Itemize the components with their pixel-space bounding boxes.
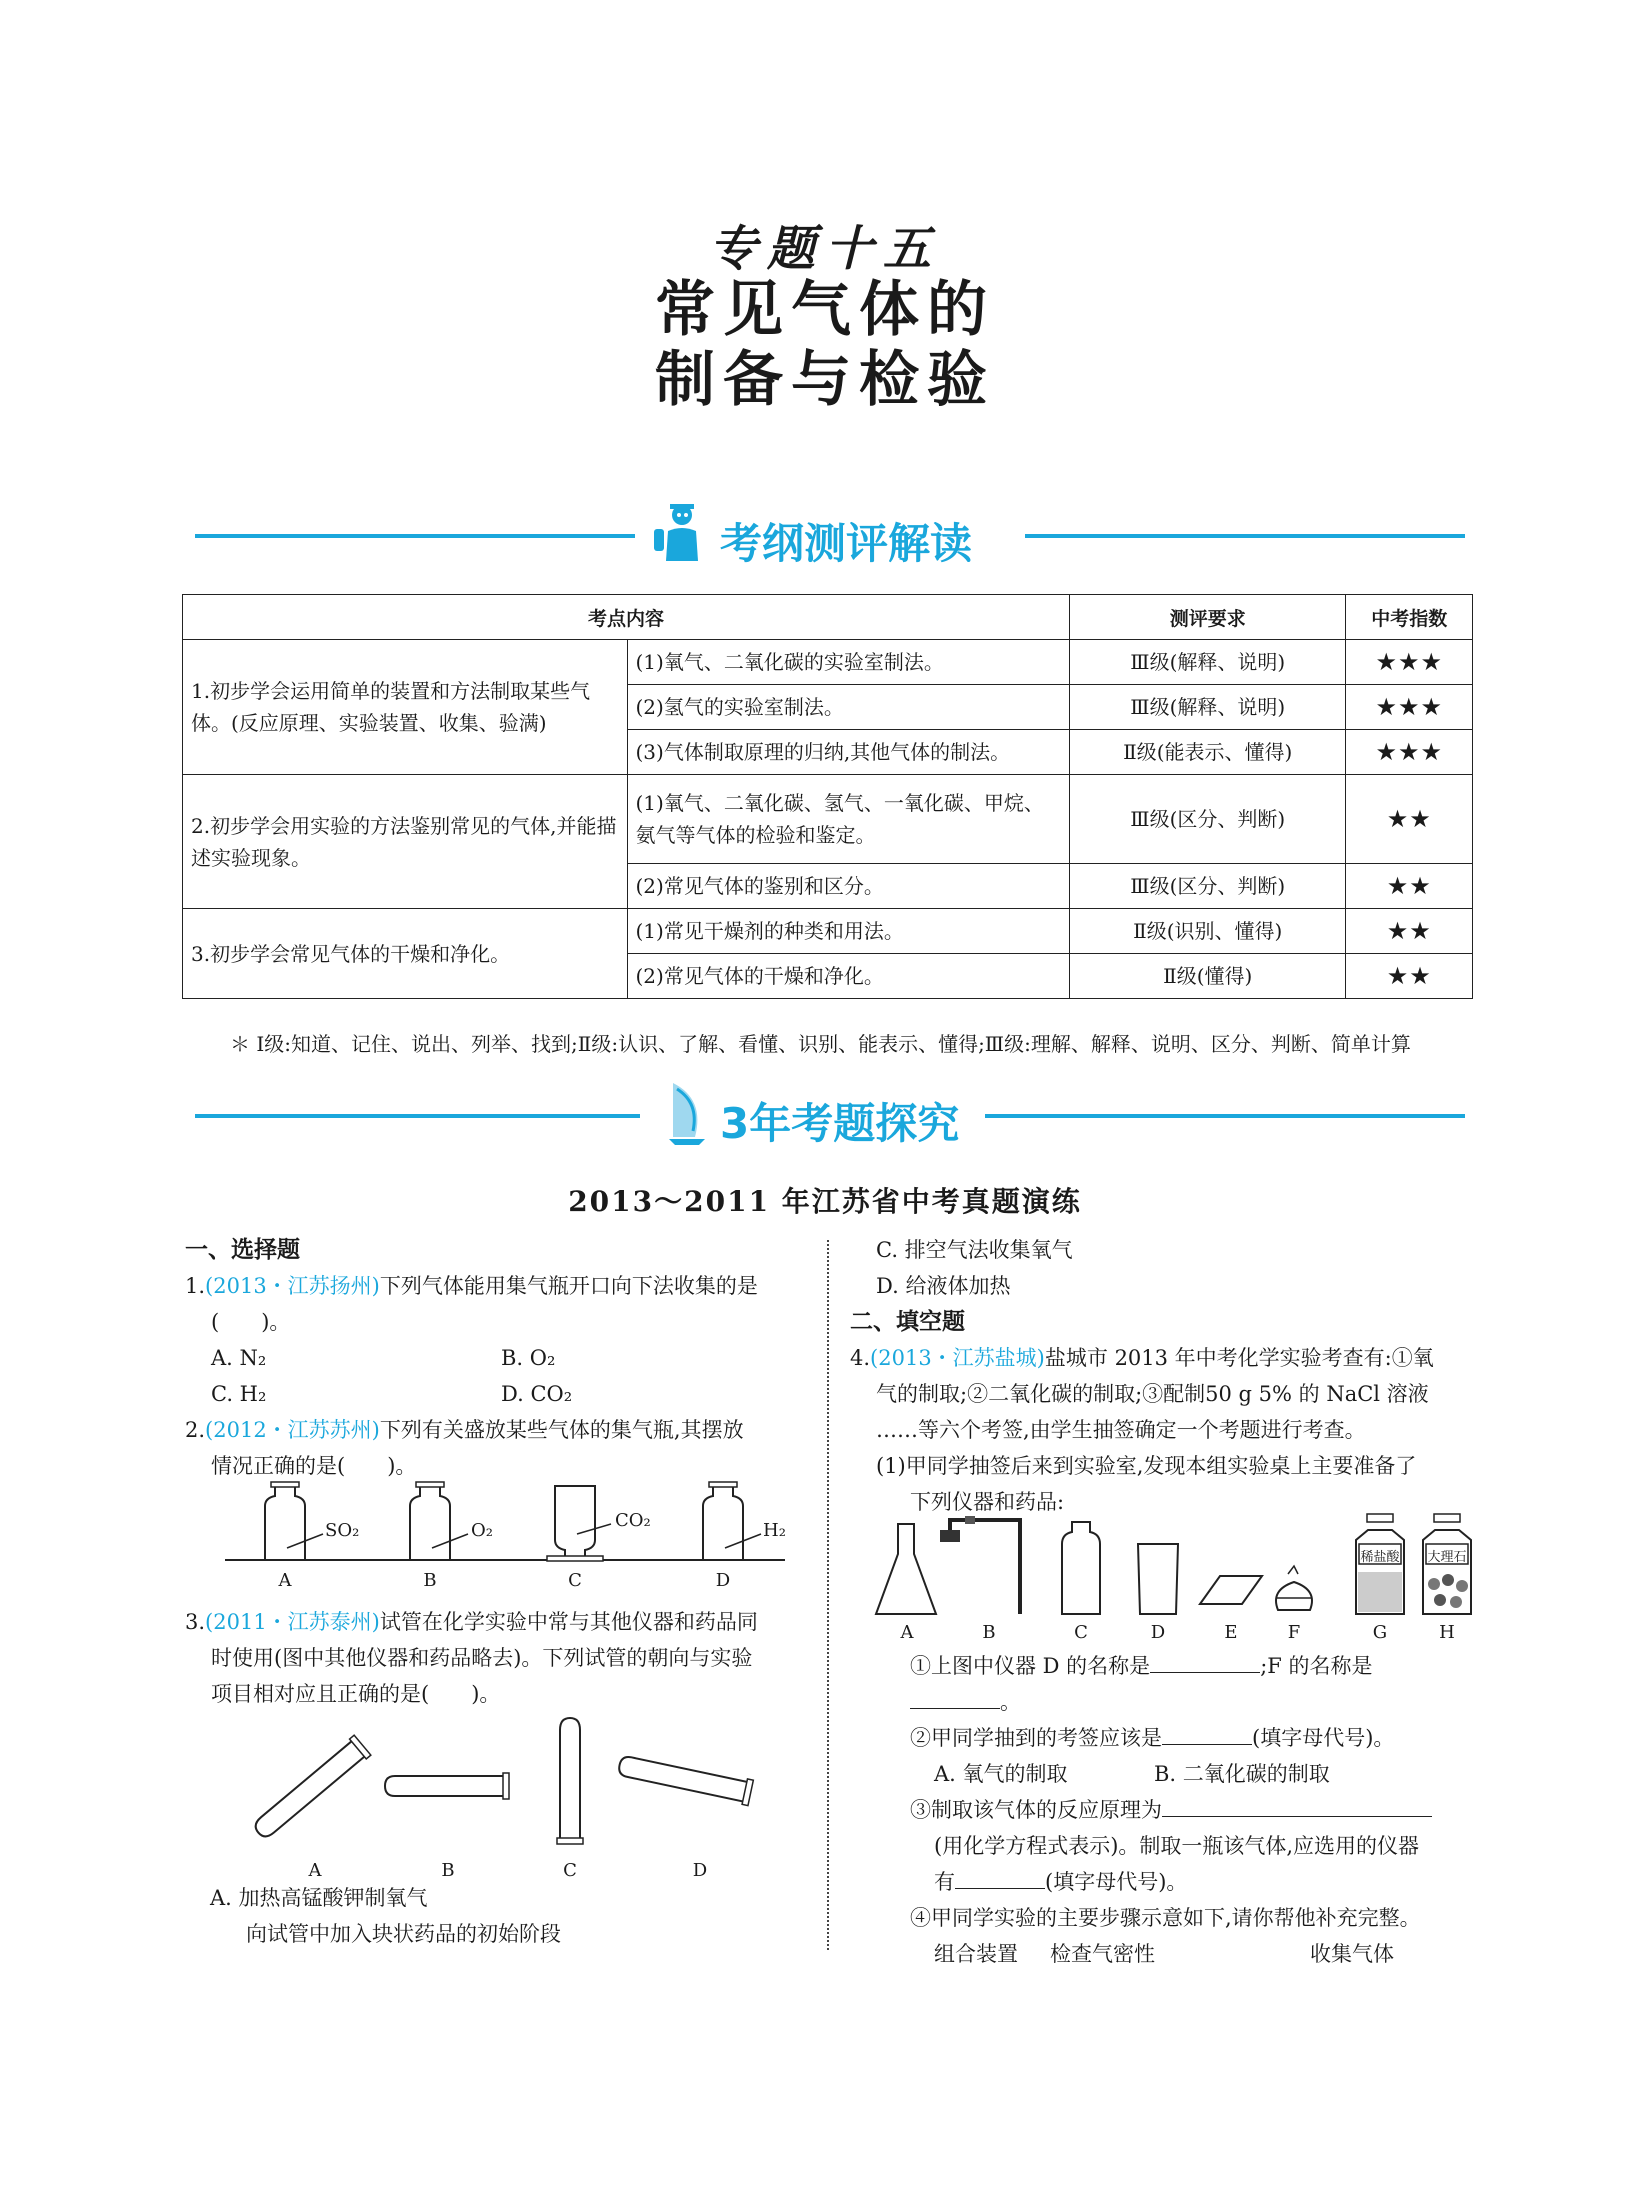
sub-2-text: (填字母代号)。 [1252, 1726, 1395, 1750]
option-label: B [423, 1570, 437, 1591]
question-number: 3. [185, 1610, 206, 1634]
stars-cell: ★★★ [1346, 685, 1473, 730]
right-column [850, 1232, 1475, 1520]
test-tubes-drawing [240, 1710, 780, 1860]
level-cell: Ⅲ级(区分、判断) [1070, 864, 1346, 909]
level-footnote: ＊ Ⅰ级:知道、记住、说出、列举、找到;Ⅱ级:认识、了解、看懂、识别、能表示、懂得;Ⅲ级:理解、解释、说明、区分、判断、简单计算 [230, 1032, 1411, 1056]
option-c: C. H₂ [211, 1382, 267, 1406]
sub-2-text: ②甲同学抽到的考签应该是 [910, 1726, 1162, 1750]
sub-1-end: 。 [1000, 1690, 1021, 1714]
left-column [185, 1232, 815, 1484]
section-choice: 一、选择题 [185, 1237, 300, 1263]
banner-line-right [985, 1114, 1465, 1118]
banner-line-left [195, 1114, 640, 1118]
answer-blank[interactable] [1162, 1744, 1252, 1745]
level-cell: Ⅲ级(区分、判断) [1070, 775, 1346, 864]
sub-3 [910, 1792, 1480, 1828]
stars-cell: ★★ [1346, 909, 1473, 954]
item-cell: (2)氢气的实验室制法。 [627, 685, 1070, 730]
question-source: (2012・江苏苏州) [205, 1418, 380, 1442]
question-text: 下列气体能用集气瓶开口向下法收集的是 [379, 1274, 758, 1298]
option-c: C. 排空气法收集氧气 [876, 1238, 1073, 1262]
item-cell: (3)气体制取原理的归纳,其他气体的制法。 [627, 730, 1070, 775]
sub-3-cont: (用化学方程式表示)。制取一瓶该气体,应选用的仪器 [934, 1834, 1420, 1858]
option-label: B [441, 1860, 455, 1881]
column-divider [827, 1240, 829, 1950]
exam-outline-table [182, 594, 1473, 999]
item-cell: (2)常见气体的鉴别和区分。 [627, 864, 1070, 909]
item-cell: (1)氧气、二氧化碳的实验室制法。 [627, 640, 1070, 685]
topic-cell: 1.初步学会运用简单的装置和方法制取某些气体。(反应原理、实验装置、收集、验满) [183, 640, 628, 775]
sub-3-cont [910, 1864, 1480, 1900]
banner-line-left [195, 534, 635, 538]
step: 组合装置 [934, 1942, 1018, 1966]
question-number: 2. [185, 1418, 206, 1442]
gas-label: CO₂ [615, 1510, 651, 1531]
header-index: 中考指数 [1346, 595, 1473, 640]
topic-number: 专题十五 [708, 221, 941, 277]
answer-blank[interactable] [1150, 1672, 1260, 1673]
apparatus-label: E [1224, 1622, 1238, 1643]
question-text-cont: 情况正确的是( )。 [211, 1454, 417, 1478]
question-text: 盐城市 2013 年中考化学实验考查有:①氧 [1044, 1346, 1434, 1370]
question-number: 1. [185, 1274, 206, 1298]
apparatus-label: F [1287, 1622, 1301, 1643]
bottle-label-g: 稀盐酸 [1360, 1550, 1400, 1565]
page-title [0, 275, 1650, 415]
option-b: B. O₂ [501, 1346, 556, 1370]
sub-question-1: (1)甲同学抽签后来到实验室,发现本组实验桌上主要准备了 [876, 1454, 1417, 1478]
item-cell: (2)常见气体的干燥和净化。 [627, 954, 1070, 999]
topic-cell: 3.初步学会常见气体的干燥和净化。 [183, 909, 628, 999]
apparatus-figure [870, 1510, 1480, 1660]
apparatus-label: B [982, 1622, 996, 1643]
level-cell: Ⅱ级(能表示、懂得) [1070, 730, 1346, 775]
options-row [185, 1340, 815, 1376]
apparatus-label: A [900, 1622, 914, 1643]
question-source: (2011・江苏泰州) [205, 1610, 380, 1634]
gas-jar-figure [225, 1478, 785, 1598]
banner-past-exams [195, 1085, 1465, 1148]
sail-icon [665, 1079, 711, 1147]
option-label: C [563, 1860, 577, 1881]
gas-label: SO₂ [325, 1520, 360, 1541]
item-cell: (1)氧气、二氧化碳、氢气、一氧化碳、甲烷、氨气等气体的检验和鉴定。 [627, 775, 1070, 864]
stars-cell: ★★ [1346, 864, 1473, 909]
level-cell: Ⅱ级(懂得) [1070, 954, 1346, 999]
option-a: A. N₂ [211, 1346, 267, 1370]
option-label: A [308, 1860, 322, 1881]
option-d: D. CO₂ [501, 1382, 573, 1406]
table-row [183, 909, 1473, 954]
question-source: (2013・江苏扬州) [205, 1274, 380, 1298]
question-text: 试管在化学实验中常与其他仪器和药品同 [379, 1610, 758, 1634]
option-d: D. 给液体加热 [876, 1274, 1011, 1298]
apparatus-label: C [1074, 1622, 1088, 1643]
apparatus-drawing [870, 1510, 1480, 1630]
stars-cell: ★★ [1346, 954, 1473, 999]
section-fill: 二、填空题 [850, 1309, 965, 1335]
level-cell: Ⅲ级(解释、说明) [1070, 685, 1346, 730]
sub-3-text: 有 [934, 1870, 955, 1894]
sub-1 [910, 1648, 1480, 1684]
banner-title: 考纲测评解读 [720, 519, 973, 568]
item-cell: (1)常见干燥剂的种类和用法。 [627, 909, 1070, 954]
question-source: (2013・江苏盐城) [870, 1346, 1045, 1370]
question-4 [850, 1340, 1475, 1376]
answer-paren: ( )。 [211, 1310, 291, 1334]
header-requirement: 测评要求 [1070, 595, 1346, 640]
option-a-cont: 向试管中加入块状药品的初始阶段 [246, 1922, 561, 1946]
apparatus-label: H [1439, 1622, 1455, 1643]
banner-title: 3年考题探究 [720, 1099, 960, 1148]
table-row [183, 775, 1473, 864]
sub-2-options [910, 1756, 1480, 1792]
option-a: A. 加热高锰酸钾制氧气 [210, 1886, 428, 1910]
question-1 [185, 1268, 815, 1304]
sub-3-text: (填字母代号)。 [1045, 1870, 1188, 1894]
question-text-cont: 时使用(图中其他仪器和药品略去)。下列试管的朝向与实验 [211, 1646, 753, 1670]
stars-cell: ★★★ [1346, 640, 1473, 685]
answer-blank[interactable] [910, 1708, 1000, 1709]
question-text-cont: ……等六个考签,由学生抽签确定一个考题进行考查。 [876, 1418, 1366, 1442]
gas-label: H₂ [763, 1520, 786, 1541]
table-header-row [183, 595, 1473, 640]
sub-1-text: ;F 的名称是 [1260, 1654, 1373, 1678]
section-subheading: 2013～2011 年江苏省中考真题演练 [568, 1185, 1082, 1218]
question-4-subparts [910, 1648, 1480, 1972]
stars-cell: ★★★ [1346, 730, 1473, 775]
sub-question-1-cont: 下列仪器和药品: [910, 1490, 1065, 1514]
question-text-cont: 项目相对应且正确的是( )。 [211, 1682, 501, 1706]
title-line-2: 制备与检验 [655, 345, 995, 415]
answer-blank[interactable] [955, 1888, 1045, 1889]
sub-4: ④甲同学实验的主要步骤示意如下,请你帮他补充完整。 [910, 1906, 1421, 1930]
options-row [185, 1376, 815, 1412]
answer-blank[interactable] [1162, 1816, 1432, 1817]
question-3 [185, 1604, 815, 1712]
sub-2 [910, 1720, 1480, 1756]
gas-label: O₂ [471, 1520, 493, 1541]
stars-cell: ★★ [1346, 775, 1473, 864]
question-text: 下列有关盛放某些气体的集气瓶,其摆放 [379, 1418, 744, 1442]
option-b: B. 二氧化碳的制取 [1154, 1762, 1330, 1786]
topic-cell: 2.初步学会用实验的方法鉴别常见的气体,并能描述实验现象。 [183, 775, 628, 909]
option-label: D [715, 1570, 731, 1591]
level-cell: Ⅲ级(解释、说明) [1070, 640, 1346, 685]
apparatus-label: G [1372, 1622, 1388, 1643]
step: 收集气体 [1310, 1942, 1394, 1966]
option-a: A. 氧气的制取 [934, 1762, 1068, 1786]
question-3-options [210, 1880, 810, 1952]
question-2 [185, 1412, 815, 1448]
option-label: D [692, 1860, 708, 1881]
test-tube-figure [240, 1710, 780, 1890]
header-content: 考点内容 [183, 595, 1070, 640]
sub-3-text: ③制取该气体的反应原理为 [910, 1798, 1162, 1822]
step: 检查气密性 [1050, 1942, 1155, 1966]
question-text-cont: 气的制取;②二氧化碳的制取;③配制50 g 5% 的 NaCl 溶液 [876, 1382, 1429, 1406]
gas-jars-drawing [225, 1478, 785, 1568]
scientist-icon [650, 501, 710, 567]
title-line-1: 常见气体的 [655, 275, 995, 345]
sub-1-text: ①上图中仪器 D 的名称是 [910, 1654, 1151, 1678]
bottle-label-h: 大理石 [1427, 1550, 1467, 1565]
option-label: C [568, 1570, 582, 1591]
banner-line-right [1025, 534, 1465, 538]
question-number: 4. [850, 1346, 871, 1370]
steps-row [910, 1936, 1480, 1972]
banner-exam-outline [195, 505, 1465, 568]
option-label: A [278, 1570, 292, 1591]
sub-1-cont [910, 1684, 1480, 1720]
apparatus-label: D [1150, 1622, 1166, 1643]
table-row [183, 640, 1473, 685]
level-cell: Ⅱ级(识别、懂得) [1070, 909, 1346, 954]
